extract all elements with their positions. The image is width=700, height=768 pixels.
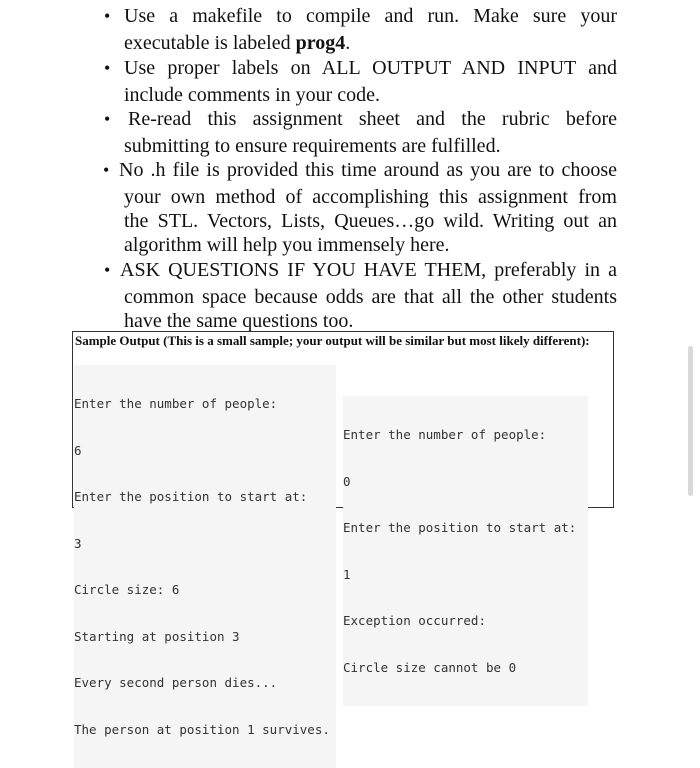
output-line: 0	[343, 473, 351, 489]
output-line: The person at position 1 survives.	[74, 721, 330, 737]
output-line: Circle size cannot be 0	[343, 659, 517, 675]
bullet-line: algorithm will help you immensely here.	[124, 234, 450, 256]
output-line: Enter the position to start at:	[74, 489, 308, 504]
bullet-line: Use a makefile to compile and run. Make sure your	[124, 5, 617, 27]
bullet-line: ASK QUESTIONS IF YOU HAVE THEM, preferably in a	[120, 259, 617, 281]
output-line: Starting at position 3	[74, 628, 240, 644]
program-name: prog4	[295, 32, 346, 54]
output-line: Exception occurred:	[343, 613, 486, 628]
output-line: Circle size: 6	[74, 582, 180, 597]
bullet-dot: •	[104, 260, 111, 280]
scrollbar-thumb[interactable]	[688, 346, 693, 496]
bullet-line: your own method of accomplishing this assignment from	[124, 186, 617, 208]
bullet-line: Use proper labels on ALL OUTPUT AND INPUT and	[124, 57, 617, 79]
bullet-line: submitting to ensure requirements are fulfilled.	[124, 135, 501, 157]
bullet-line: No .h file is provided this time around as you are to choose	[119, 159, 617, 181]
output-line: 1	[343, 566, 351, 582]
output-line: Enter the number of people:	[343, 427, 547, 442]
bullet-dot: •	[103, 160, 110, 180]
sample-output-box	[72, 331, 614, 737]
output-line: 6	[74, 442, 82, 458]
left-terminal-output	[74, 365, 336, 768]
bullet-line: have the same questions too.	[124, 310, 354, 332]
output-line: 3	[74, 535, 82, 551]
bullet-dot: •	[104, 109, 111, 129]
sample-output-title: Sample Output (This is a small sample; your output will be similar but most likely different):	[75, 333, 590, 348]
bullet-line: executable is labeled prog4.	[124, 32, 351, 54]
bullet-line: the STL. Vectors, Lists, Queues…go wild. Writing out an	[124, 210, 617, 232]
bullet-line: Re-read this assignment sheet and the rubric before	[128, 108, 617, 130]
output-line: Enter the number of people:	[74, 396, 278, 411]
output-line: Every second person dies...	[74, 675, 278, 690]
bullet-line: include comments in your code.	[124, 84, 381, 106]
bullet-line: common space because odds are that all the other students	[124, 286, 617, 308]
bullet-dot: •	[104, 6, 111, 26]
bullet-dot: •	[104, 58, 111, 78]
output-line: Enter the position to start at:	[343, 520, 577, 535]
right-terminal-output	[343, 396, 588, 706]
